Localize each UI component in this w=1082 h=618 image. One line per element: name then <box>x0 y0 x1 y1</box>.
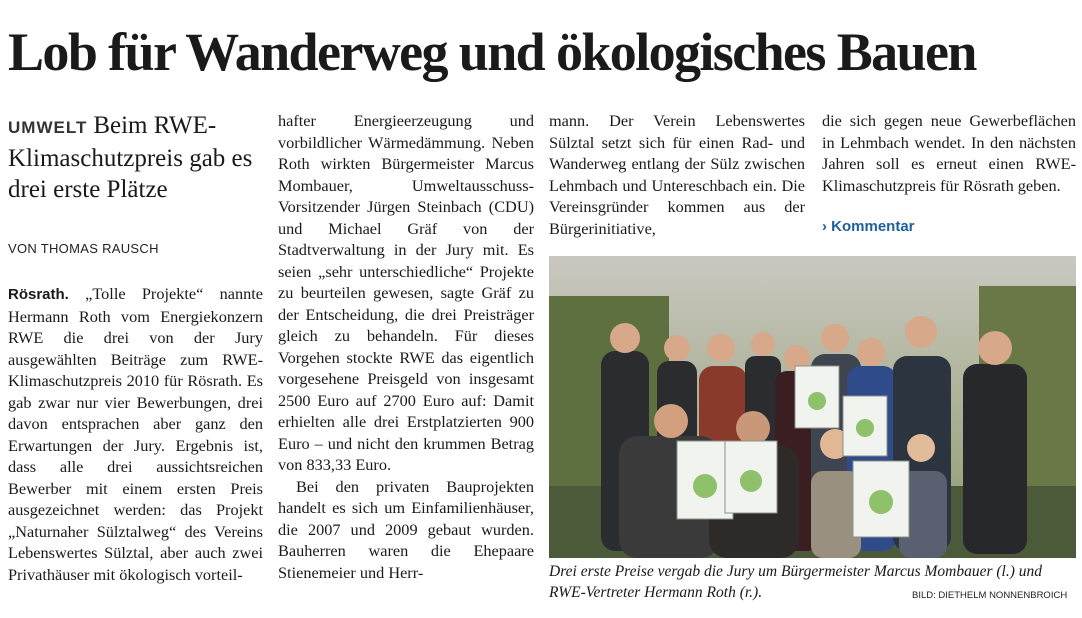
column-1-text: „Tolle Projekte“ nannte Hermann Roth vom Energiekonzern RWE die drei von der Jury ausgewählten Beiträge zum RWE-Klimaschutzpreis 2010 für Rösrath. Es gab zwar nur vier Bewerbungen, drei davon entsprachen aber ganz den Erwartungen der Jury. Ergebnis ist, dass alle drei aussichtsreichen Bewerber mit einem ersten Preis ausgezeichnet werden: das Projekt „Naturnaher Sülztalweg“ des Vereins Lebenswertes Sülztal, aber auch zwei Privathäuser mit ökologisch vorteil- <box>8 284 263 584</box>
dateline-place: Rösrath. <box>8 286 69 303</box>
photo-credit: BILD: DIETHELM NONNENBROICH <box>912 590 1068 601</box>
group-photo-illustration <box>549 256 1076 558</box>
article-photo <box>549 256 1076 558</box>
article-column-2 <box>278 110 534 583</box>
column-4-text: die sich gegen neue Gewerbeflächen in Lehmbach wendet. In den nächsten Jahren soll es erneut einen RWE-Klimaschutzpreis für Rösrath geben. <box>822 111 1076 195</box>
column-2-paragraph-2: Bei den privaten Bauprojekten handelt es sich um Einfamilienhäuser, die 2007 und 2009 gebaut wurden. Bauherren waren die Ehepaare Stienemeier und Herr- <box>278 476 534 582</box>
caption-text: Drei erste Preise vergab die Jury um Bürgermeister Marcus Mombauer (l.) und RWE-Vertreter Hermann Roth (r.). <box>549 563 1043 601</box>
column-2-paragraph-1: hafter Energieerzeugung und vorbildlicher Wärmedämmung. Neben Roth wirkten Bürgermeister Marcus Mombauer, Umweltausschuss-Vorsitzender Jürgen Steinbach (CDU) und Michael Gräf von der Stadtverwaltung in der Jury mit. Es seien „sehr unterschiedliche“ Projekte zu beurteilen gewesen, sagte Gräf zu der Entscheidung, die drei Preisträger gleich zu behandeln. Für dieses Vorgehen stockte RWE das eigentlich vorgesehene Preisgeld von insgesamt 2500 Euro auf 2700 Euro auf: Damit erhielten alle drei Erstplatzierten 900 Euro – und nicht den krummen Betrag von 833,33 Euro. <box>278 111 534 474</box>
comment-link[interactable]: › Kommentar <box>822 218 915 235</box>
subhead-block <box>8 110 258 205</box>
headline: Lob für Wanderweg und ökologisches Bauen <box>8 22 976 82</box>
byline: VON THOMAS RAUSCH <box>8 241 159 256</box>
article-column-4 <box>822 110 1076 196</box>
section-kicker: UMWELT <box>8 118 88 137</box>
article-column-3 <box>549 110 805 239</box>
article-column-1 <box>8 283 263 585</box>
column-3-text: mann. Der Verein Lebenswertes Sülztal setzt sich für einen Rad- und Wanderweg entlang der Sülz zwischen Lehmbach und Untereschbach ein. Die Vereinsgründer kommen aus der Bürgerinitiative, <box>549 111 805 238</box>
subhead: Beim RWE-Klimaschutzpreis gab es drei erste Plätze <box>8 112 253 203</box>
